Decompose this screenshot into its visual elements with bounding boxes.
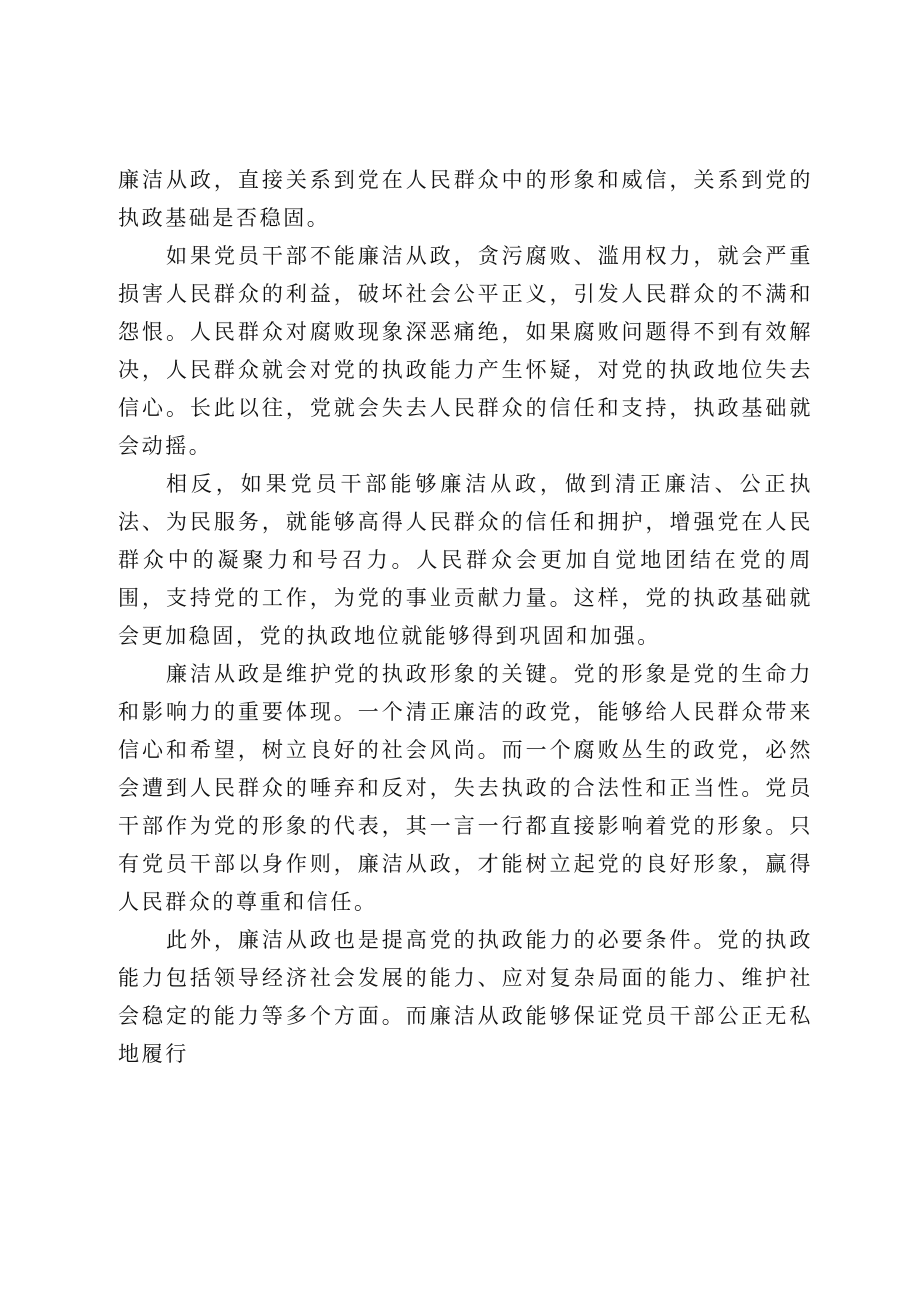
paragraph: 此外，廉洁从政也是提高党的执政能力的必要条件。党的执政能力包括领导经济社会发展的能力、应对复杂局面的能力、维护社会稳定的能力等多个方面。而廉洁从政能够保证党员干部公正无私地履行 bbox=[118, 928, 813, 1066]
document-page bbox=[118, 161, 813, 1073]
paragraph: 廉洁从政是维护党的执政形象的关键。党的形象是党的生命力和影响力的重要体现。一个清正廉洁的政党，能够给人民群众带来信心和希望，树立良好的社会风尚。而一个腐败丛生的政党，必然会遭到人民群众的唾弃和反对，失去执政的合法性和正当性。党员干部作为党的形象的代表，其一言一行都直接影响着党的形象。只有党员干部以身作则，廉洁从政，才能树立起党的良好形象，赢得人民群众的尊重和信任。 bbox=[118, 662, 813, 914]
paragraph: 相反，如果党员干部能够廉洁从政，做到清正廉洁、公正执法、为民服务，就能够高得人民群众的信任和拥护，增强党在人民群众中的凝聚力和号召力。人民群众会更加自觉地团结在党的周围，支持党的工作，为党的事业贡献力量。这样，党的执政基础就会更加稳固，党的执政地位就能够得到巩固和加强。 bbox=[118, 472, 813, 648]
paragraph-continued: 廉洁从政，直接关系到党在人民群众中的形象和威信，关系到党的执政基础是否稳固。 bbox=[118, 168, 813, 230]
paragraph: 如果党员干部不能廉洁从政，贪污腐败、滥用权力，就会严重损害人民群众的利益，破坏社会公平正义，引发人民群众的不满和怨恨。人民群众对腐败现象深恶痛绝，如果腐败问题得不到有效解决，人民群众就会对党的执政能力产生怀疑，对党的执政地位失去信心。长此以往，党就会失去人民群众的信任和支持，执政基础就会动摇。 bbox=[118, 244, 813, 458]
